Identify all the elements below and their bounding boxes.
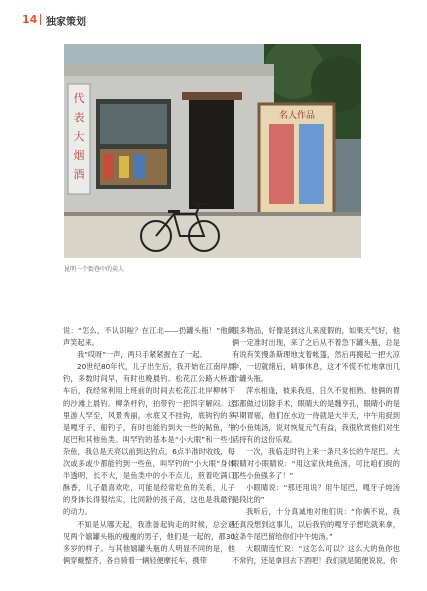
paragraph: 说：“怎么，不认识啦？在江北——扔罐头瓶！”他颇声笑起来。	[63, 326, 235, 348]
svg-text:酒: 酒	[73, 168, 85, 181]
page-header	[0, 10, 427, 32]
svg-text:大: 大	[73, 130, 85, 143]
header-divider	[40, 14, 41, 25]
paragraph: 20世纪80年代，儿子出生后，我开始在江南岸晨钓，多数时间早，有时也晚晨钓。松花江公路大桥通车后，我经常利用上班前的时间去松花江北岸柳林下的沙滩上晨钓。柳条杆钓，拍带钓一把饵字解闷。这里游人罕至，风景秀丽，水底又不挂钩，底钩钓的多是嘎牙子，船钓子，有时也能钓到大一些的鲇鱼，牛尾巴和其他鱼类。叫罕钓的基本是“小大眼”和一些小杂鱼，我总是天亮以前到达钓点，6点半准时收线，每次或多或少都能钓到一些鱼，叫罕钓的“小大眼”身体半透明，长不大，是鱼类中的小不点儿，煎着吃满口酥香，儿子最喜欢吃，可能是经常吃鱼的关系，儿子的身体长得很结实，比同龄的孩子高，这也是我最钓的动力。	[63, 362, 235, 517]
paragraph: 不知是从哪天起，我准备起钩走的时候，总会遇见两个嬉罐头瓶的瘦瘦的男子，他们是一起的，都30多岁的样子。与其他嬉罐头瓶的人明显不同的是，他俩穿戴整齐，各自骑着一辆轻便摩托车，携带	[63, 519, 235, 565]
paragraph: 我听后，十分真诚地对他们说：“你俩不说，我还真没想到这事儿，以后我钓的嘎牙子想吃就来拿，这条牛尾巴留给你们中午炖汤。”	[232, 507, 400, 541]
paragraph: 我“哎呀”一声，两只手紧紧握在了一起。	[77, 350, 207, 360]
street-photo	[64, 44, 361, 258]
street-scene-illustration	[64, 44, 361, 258]
svg-text:表: 表	[73, 111, 85, 124]
page-number: 14	[22, 13, 38, 26]
article-left-column	[63, 325, 235, 567]
paragraph: 很多物品，好像是到这儿来度假的，如果天气好，他俩一定准时出现，来了之后从不着急下罐头瓶，总是有说有笑慢条斯理地支着帐篷，然后再搬起一把大凉伞，一切就绪后，哨事休息，这才不慌不忙地拿出几个罐头瓶。	[232, 326, 400, 384]
svg-text:烟: 烟	[73, 149, 85, 162]
section-title: 独家策划	[46, 17, 86, 28]
svg-text:名人作品: 名人作品	[278, 111, 316, 121]
photo-caption: 昆明一个街巷中的卖人	[64, 266, 125, 273]
article-right-column	[232, 325, 400, 567]
paragraph: 小眼睛说：“那还用说？用牛尾巴，嘎牙子炖汤是段比的”	[232, 483, 400, 505]
svg-text:代: 代	[73, 92, 85, 105]
paragraph: 萍水相逢，彼来我返，日久不觉相熟。他俩的胃部都做过切除手术，眼睛大的是魏亨孔，眼睛小的是早期胃癌，他们在水边一待就是大半天，中午用捉到的小鱼炖汤，说对恢复元气有益，我很欣赏他们对生活持有的这份乐观。	[232, 386, 400, 444]
paragraph: 大眼睛连忙说：“这怎么可以？这么大的鱼你也不常钓，还是拿回去下酒吧！我们就是随便说说，你	[232, 543, 400, 565]
paragraph: 一次，我临走时钓上来一条尺多长的牛尾巴。大眼睛对小眼睛说：“用这家伙炖鱼汤，可比咱们捉的那些小鱼强多了！”	[232, 446, 400, 481]
